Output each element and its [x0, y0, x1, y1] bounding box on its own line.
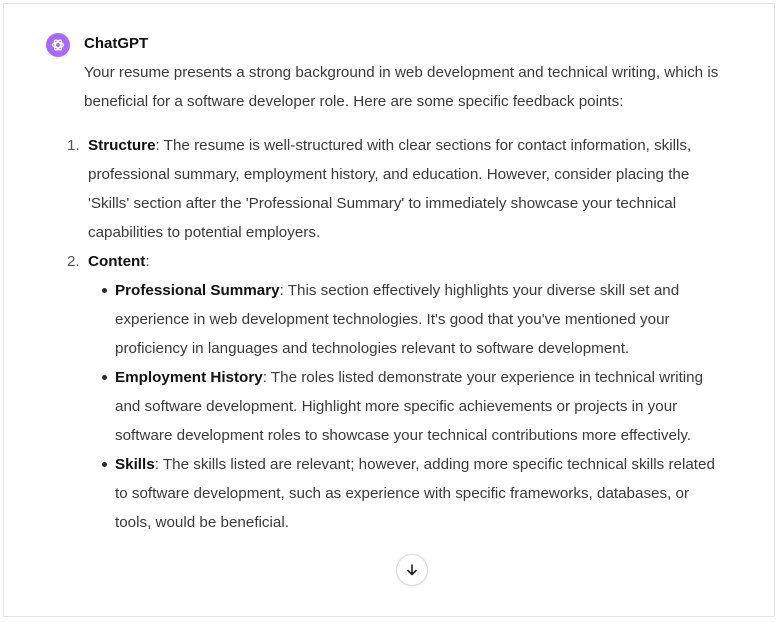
openai-logo-icon [50, 37, 66, 53]
feedback-list [67, 131, 724, 537]
intro-paragraph: Your resume presents a strong background in web development and technical writing, which is beneficial for a software developer role. Here are some specific feedback points: [84, 64, 719, 110]
point-text: : The resume is well-structured with clear sections for contact information, skills, professional summary, employment history, and education. However, consider placing the 'Skills' section after the 'Professional Summary' to immediately showcase your technical capabilities to potential employers. [88, 137, 692, 241]
point-text: : [145, 253, 150, 270]
subpoint-text: : This section effectively highlights your diverse skill set and experience in web development technologies. It's good that you've mentioned your proficiency in languages and technologies relevant to software development. [115, 282, 680, 357]
subpoint-text: : The skills listed are relevant; however, adding more specific technical skills related to software development, such as experience with specific frameworks, databases, or tools, would be beneficial. [115, 456, 715, 531]
sub-list-item [115, 363, 724, 450]
subpoint-title: Professional Summary [115, 282, 280, 299]
point-title: Content [88, 253, 146, 270]
sub-list-item [115, 276, 724, 363]
scroll-to-bottom-button[interactable] [396, 554, 428, 586]
bullet [102, 375, 107, 380]
subpoint-title: Employment History [115, 369, 263, 386]
point-title: Structure [88, 137, 156, 154]
bullet [102, 288, 107, 293]
bullet [102, 462, 107, 467]
message-content [67, 58, 724, 537]
message-author: ChatGPT [84, 35, 149, 52]
list-number: 2. [67, 253, 80, 270]
list-number: 1. [67, 137, 80, 154]
sub-list-item [115, 450, 724, 537]
subpoint-title: Skills [115, 456, 155, 473]
arrow-down-icon [405, 563, 419, 577]
list-item [67, 131, 724, 247]
sub-list [88, 276, 724, 537]
subpoint-text: : The roles listed demonstrate your experience in technical writing and software development. Highlight more specific achievements or projects in your software development roles to showcase your technical contributions more effectively. [115, 369, 704, 444]
chatgpt-avatar [46, 33, 70, 57]
list-item [67, 247, 724, 537]
